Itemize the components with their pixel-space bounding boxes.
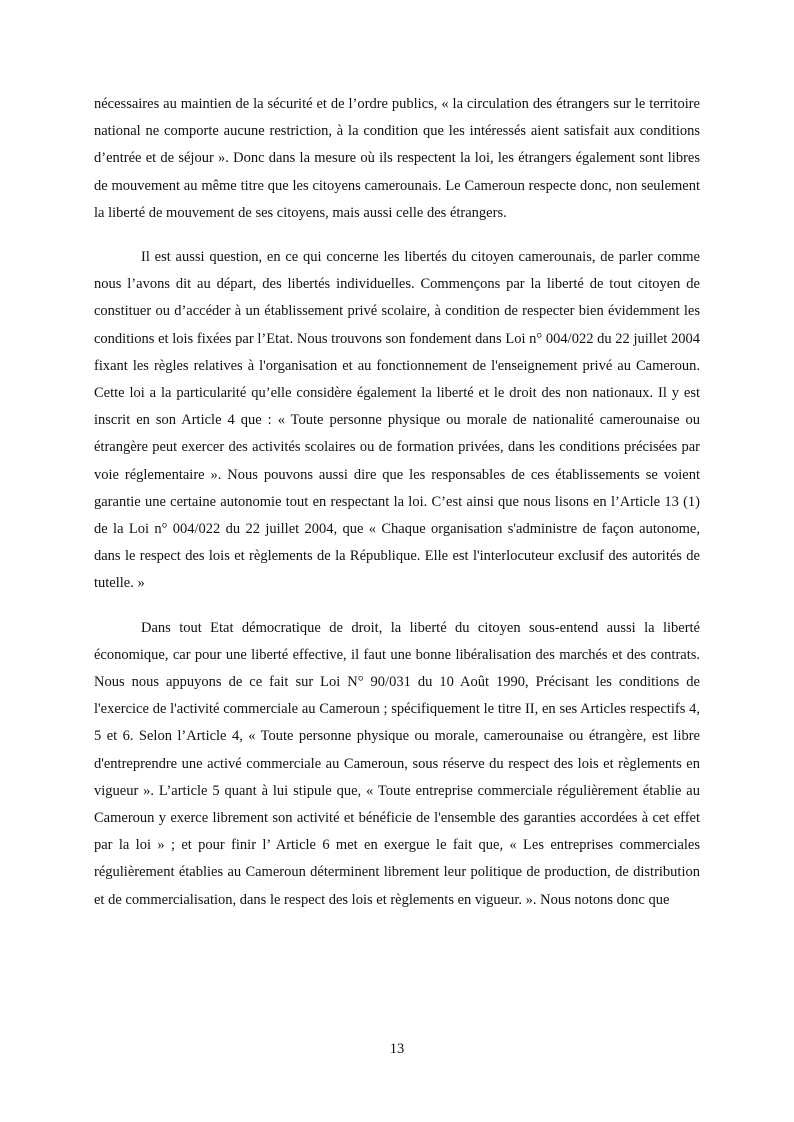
document-page <box>94 91 700 914</box>
paragraph-3: Dans tout Etat démocratique de droit, la liberté du citoyen sous-entend aussi la liberté économique, car pour une liberté effective, il faut une bonne libéralisation des marchés et des contrats. Nous nous appuyons de ce fait sur Loi N° 90/031 du 10 Août 1990, Précisant les conditions de l'exercice de l'activité commerciale au Cameroun ; spécifiquement le titre II, en ses Articles respectifs 4, 5 et 6. Selon l’Article 4, « Toute personne physique ou morale, camerounaise ou étrangère, est libre d'entreprendre une activé commerciale au Cameroun, sous réserve du respect des lois et règlements en vigueur ». L’article 5 quant à lui stipule que, « Toute entreprise commerciale régulièrement établie au Cameroun y exerce librement son activité et bénéficie de l'ensemble des garanties accordées à cet effet par la loi » ; et pour finir l’ Article 6 met en exergue le fait que, « Les entreprises commerciales régulièrement établies au Cameroun déterminent librement leur politique de production, de distribution et de commercialisation, dans le respect des lois et règlements en vigueur. ». Nous notons donc que <box>94 619 700 908</box>
paragraph-1: nécessaires au maintien de la sécurité et de l’ordre publics, « la circulation des étrangers sur le territoire national ne comporte aucune restriction, à la condition que les intéressés aient satisfait aux conditions d’entrée et de séjour ». Donc dans la mesure où ils respectent la loi, les étrangers également sont libres de mouvement au même titre que les citoyens camerounais. Le Cameroun respecte donc, non seulement la liberté de mouvement de ses citoyens, mais aussi celle des étrangers. <box>94 96 700 221</box>
page-number: 13 <box>389 1041 405 1057</box>
paragraph-2: Il est aussi question, en ce qui concerne les libertés du citoyen camerounais, de parler comme nous l’avons dit au départ, des libertés individuelles. Commençons par la liberté de tout citoyen de constituer ou d’accéder à un établissement privé scolaire, à condition de respecter bien évidemment les conditions et lois fixées par l’Etat. Nous trouvons son fondement dans Loi n° 004/022 du 22 juillet 2004 fixant les règles relatives à l'organisation et au fonctionnement de l'enseignement privé au Cameroun. Cette loi a la particularité qu’elle considère également la liberté et le droit des non nationaux. Il y est inscrit en son Article 4 que : « Toute personne physique ou morale de nationalité camerounaise ou étrangère peut exercer des activités scolaires ou de formation privées, dans les conditions précisées par voie réglementaire ». Nous pouvons aussi dire que les responsables de ces établissements se voient garantie une certaine autonomie tout en respectant la loi. C’est ainsi que nous lisons en l’Article 13 (1) de la Loi n° 004/022 du 22 juillet 2004, que « Chaque organisation s'administre de façon autonome, dans le respect des lois et règlements de la République. Elle est l'interlocuteur exclusif des autorités de tutelle. » <box>94 249 700 592</box>
